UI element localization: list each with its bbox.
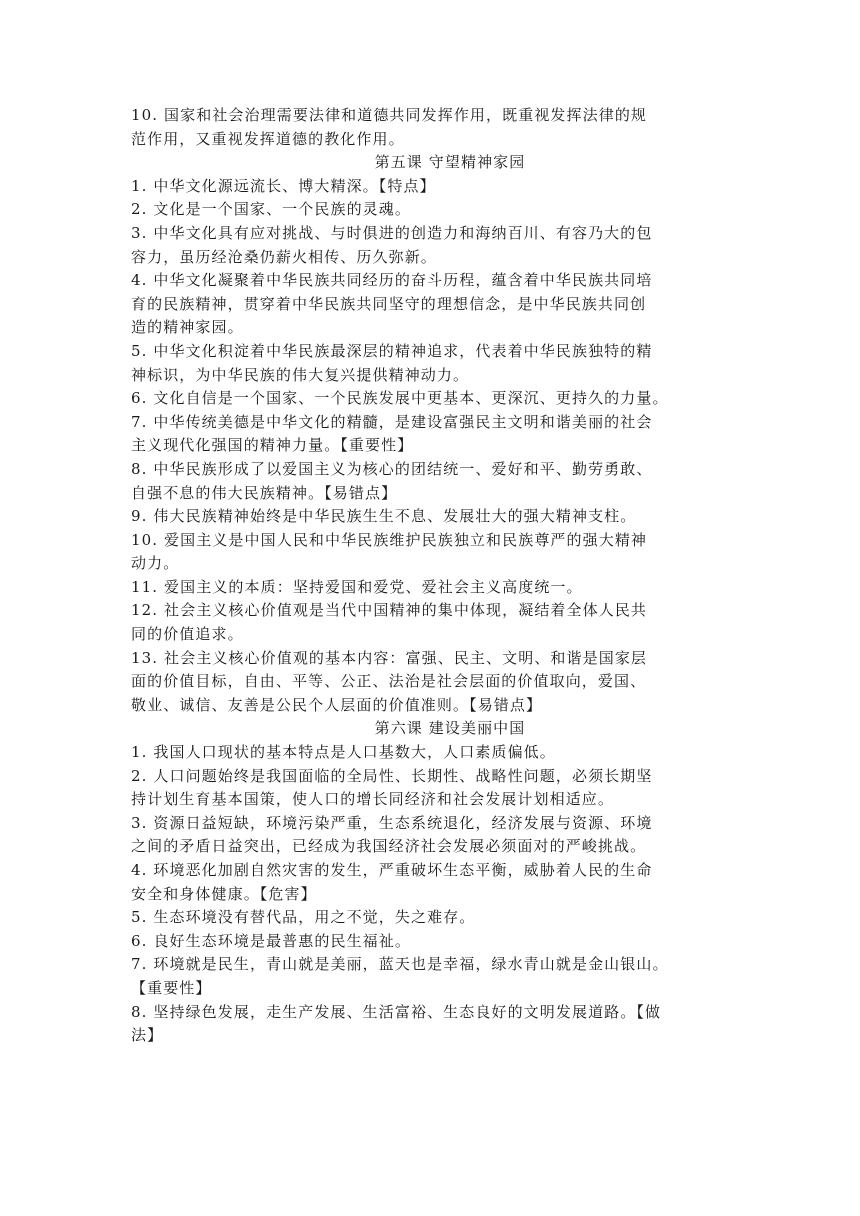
text-line: 4. 中华文化凝聚着中华民族共同经历的奋斗历程，蕴含着中华民族共同培 xyxy=(131,271,653,290)
text-line: 4. 环境恶化加剧自然灾害的发生，严重破坏生态平衡，威胁着人民的生命 xyxy=(131,861,653,879)
text-line: 5. 生态环境没有替代品，用之不觉，失之难存。 xyxy=(131,908,476,927)
text-line: 7. 中华传统美德是中华文化的精髓，是建设富强民主文明和谐美丽的社会 xyxy=(131,412,653,431)
text-line: 育的民族精神，贯穿着中华民族共同坚守的理想信念，是中华民族共同创 xyxy=(131,294,647,313)
text-line: 主义现代化强国的精神力量。【重要性】 xyxy=(131,436,414,455)
text-line: 范作用，又重视发挥道德的教化作用。 xyxy=(131,129,405,148)
text-line: 【重要性】 xyxy=(131,978,212,997)
text-line: 1. 我国人口现状的基本特点是人口基数大，人口素质偏低。 xyxy=(131,743,556,762)
text-line: 13. 社会主义核心价值观的基本内容：富强、民主、文明、和谐是国家层 xyxy=(131,648,648,667)
text-line: 面的价值目标，自由、平等、公正、法治是社会层面的价值取向，爱国、 xyxy=(131,672,647,691)
text-line: 容力，虽历经沧桑仍薪火相传、历久弥新。 xyxy=(131,247,437,266)
section-heading-lesson-5: 第五课 守望精神家园 xyxy=(374,153,526,172)
text-line: 9. 伟大民族精神始终是中华民族生生不息、发展壮大的强大精神支柱。 xyxy=(131,507,637,526)
text-line: 6. 良好生态环境是最普惠的民生福祉。 xyxy=(131,931,411,950)
text-line: 2. 人口问题始终是我国面临的全局性、长期性、战略性问题，必须长期坚 xyxy=(131,766,653,785)
text-line: 8. 中华民族形成了以爱国主义为核心的团结统一、爱好和平、勤劳勇敢、 xyxy=(131,459,653,478)
text-line: 6. 文化自信是一个国家、一个民族发展中更基本、更深沉、更持久的力量。 xyxy=(131,389,669,408)
text-line: 持计划生育基本国策，使人口的增长同经济和社会发展计划相适应。 xyxy=(131,790,615,809)
text-line: 8. 坚持绿色发展，走生产发展、生活富裕、生态良好的文明发展道路。【做 xyxy=(131,1002,662,1021)
text-line: 1. 中华文化源远流长、博大精深。【特点】 xyxy=(131,176,436,195)
text-line: 法】 xyxy=(131,1026,164,1045)
text-line: 3. 资源日益短缺，环境污染严重，生态系统退化，经济发展与资源、环境 xyxy=(131,813,653,832)
text-line: 敬业、诚信、友善是公民个人层面的价值准则。【易错点】 xyxy=(131,695,543,714)
text-line: 造的精神家园。 xyxy=(131,318,244,337)
text-line: 2. 文化是一个国家、一个民族的灵魂。 xyxy=(131,200,411,219)
text-line: 5. 中华文化积淀着中华民族最深层的精神追求，代表着中华民族独特的精 xyxy=(131,341,653,360)
text-line: 同的价值追求。 xyxy=(131,625,244,644)
text-line: 10. 国家和社会治理需要法律和道德共同发挥作用，既重视发挥法律的规 xyxy=(131,106,648,124)
text-line: 动力。 xyxy=(131,554,180,573)
text-line: 之间的矛盾日益突出，已经成为我国经济社会发展必须面对的严峻挑战。 xyxy=(131,837,647,856)
text-line: 自强不息的伟大民族精神。【易错点】 xyxy=(131,483,398,502)
text-line: 12. 社会主义核心价值观是当代中国精神的集中体现，凝结着全体人民共 xyxy=(131,601,648,620)
text-line: 安全和身体健康。【危害】 xyxy=(131,884,317,903)
text-line: 10. 爱国主义是中国人民和中华民族维护民族独立和民族尊严的强大精神 xyxy=(131,530,648,549)
text-line: 11. 爱国主义的本质：坚持爱国和爱党、爱社会主义高度统一。 xyxy=(131,577,583,596)
text-line: 神标识，为中华民族的伟大复兴提供精神动力。 xyxy=(131,365,470,384)
text-line: 3. 中华文化具有应对挑战、与时俱进的创造力和海纳百川、有容乃大的包 xyxy=(131,223,653,242)
document-body xyxy=(131,104,731,1048)
text-line: 7. 环境就是民生，青山就是美丽，蓝天也是幸福，绿水青山就是金山银山。 xyxy=(131,955,669,974)
section-heading-lesson-6: 第六课 建设美丽中国 xyxy=(374,719,526,738)
